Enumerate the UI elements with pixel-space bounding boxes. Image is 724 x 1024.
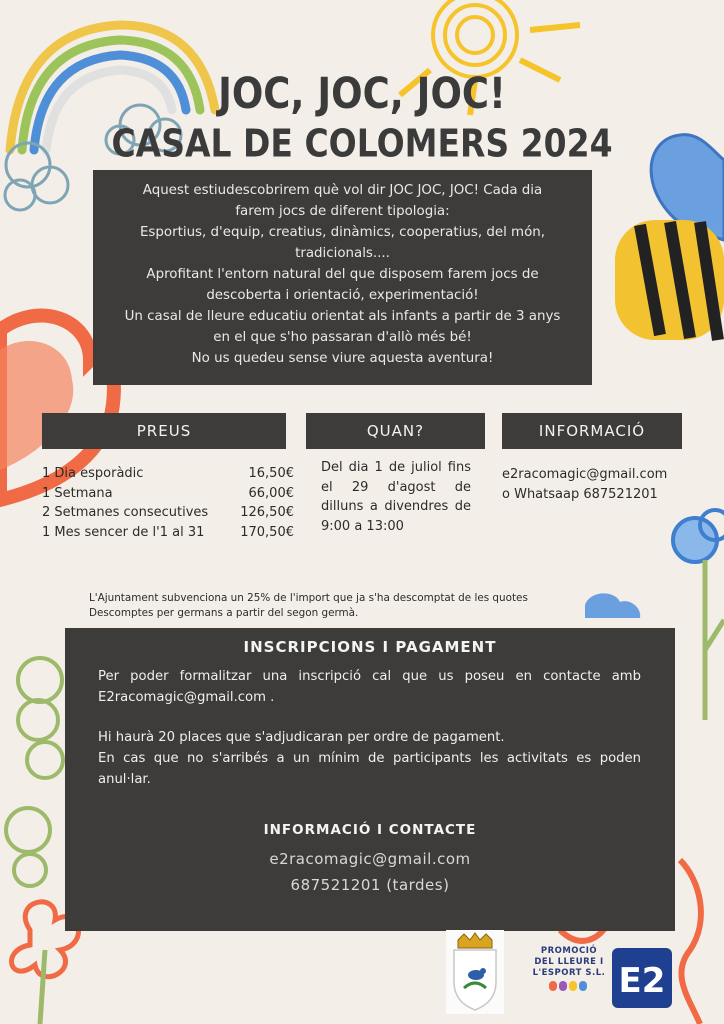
registration-heading: INSCRIPCIONS I PAGAMENT — [243, 638, 497, 656]
price-row — [42, 523, 294, 543]
e2-logo — [612, 948, 672, 1008]
registration-text: Per poder formalitzar una inscripció cal que us poseu en contacte amb E2racomagic@gmail.com . — [98, 669, 641, 705]
registration-box — [65, 628, 675, 931]
promo-line: DEL LLEURE I — [534, 957, 604, 967]
colorful-bars-icon — [549, 979, 589, 993]
bee-doodle — [615, 220, 724, 340]
subsidy-note: L'Ajuntament subvenciona un 25% de l'import que ja s'ha descomptat de les quotes — [89, 592, 528, 604]
info-whatsapp: o Whatsaap 687521201 — [502, 487, 658, 502]
price-value: 126,50€ — [240, 505, 294, 520]
intro-box — [93, 170, 592, 385]
info-email-link[interactable]: e2racomagic@gmail.com — [502, 467, 668, 482]
section-header-quan: QUAN? — [306, 413, 485, 449]
intro-line: farem jocs de diferent tipologia: — [235, 204, 450, 219]
cancellation-text: En cas que no s'arribés a un mínim de participants les activitats es poden anul·lar. — [98, 751, 641, 787]
contact-email-link[interactable]: e2racomagic@gmail.com — [269, 850, 471, 868]
contact-phone: 687521201 (tardes) — [290, 876, 450, 894]
notes — [89, 591, 528, 620]
intro-line: descoberta i orientació, experimentació! — [206, 288, 479, 303]
price-value: 170,50€ — [240, 524, 294, 540]
intro-line: No us quedeu sense viure aquesta aventura! — [191, 351, 494, 366]
section-header-informacio: INFORMACIÓ — [502, 413, 682, 449]
promo-line: PROMOCIÓ — [540, 946, 598, 956]
promocio-logo — [532, 946, 606, 997]
siblings-note: Descomptes per germans a partir del segon germà. — [89, 606, 359, 619]
blue-cloud-doodle — [585, 593, 640, 618]
e2-logo-icon — [612, 948, 672, 1008]
page-title: JOC, JOC, JOC! — [218, 68, 506, 119]
price-label: 1 Dia esporàdic — [42, 466, 144, 481]
price-row — [42, 503, 294, 523]
price-value: 16,50€ — [248, 466, 294, 481]
intro-line: Esportius, d'equip, creatius, dinàmics, cooperatius, del món, — [139, 225, 546, 240]
intro-line: Aprofitant l'entorn natural del que disposem farem jocs de — [146, 267, 539, 282]
places-text: Hi haurà 20 places que s'adjudicaran per ordre de pagament. — [98, 730, 505, 745]
intro-line: Aquest estiudescobrirem què vol dir JOC JOC, JOC! Cada dia — [142, 183, 543, 198]
contact-heading: INFORMACIÓ I CONTACTE — [263, 822, 477, 838]
price-row — [42, 464, 294, 484]
green-scribble-doodle — [6, 658, 63, 886]
flower-doodle — [673, 510, 724, 720]
price-label: 2 Setmanes consecutives — [42, 505, 209, 520]
schedule-text: Del dia 1 de juliol fins el 29 d'agost de dilluns a divendres de 9:00 a 13:00 — [321, 460, 471, 534]
coat-of-arms-icon — [446, 930, 504, 1014]
price-label: 1 Setmana — [42, 485, 113, 501]
intro-line: tradicionals.... — [295, 246, 390, 261]
intro-line: en el que s'ho passaran d'allò més bé! — [213, 330, 472, 345]
e2-logo-text: E2 — [618, 961, 666, 1001]
coat-of-arms-logo — [446, 930, 504, 1014]
section-header-preus: PREUS — [42, 413, 286, 449]
price-value: 66,00€ — [248, 485, 294, 501]
promo-line: L'ESPORT S.L. — [532, 968, 606, 978]
price-label: 1 Mes sencer de l'1 al 31 — [42, 524, 205, 540]
price-row — [42, 484, 294, 504]
price-list — [42, 464, 294, 542]
info-contact — [502, 465, 702, 505]
page-subtitle: CASAL DE COLOMERS 2024 — [111, 121, 613, 166]
intro-line: Un casal de lleure educatiu orientat als infants a partir de 3 anys — [124, 309, 561, 324]
